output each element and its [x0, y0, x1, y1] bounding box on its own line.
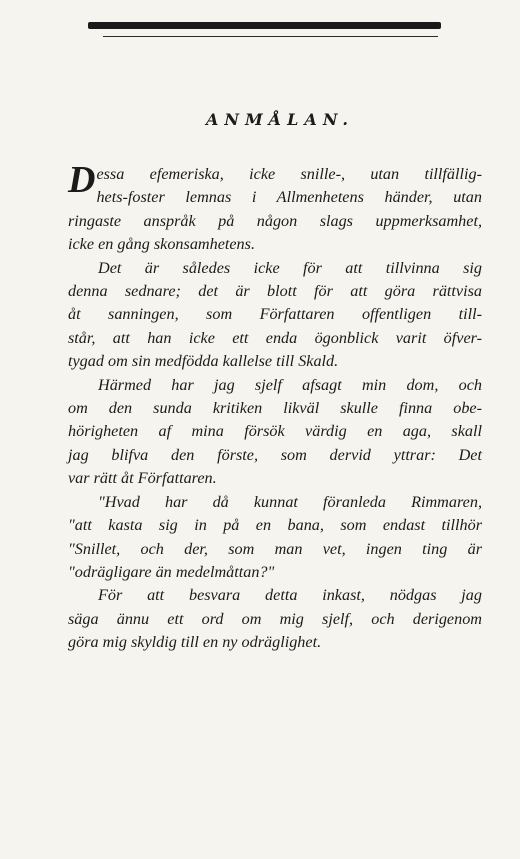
- text-line: om den sunda kritiken likväl skulle finna obe-: [68, 399, 482, 418]
- text-line: står, att han icke ett enda ögonblick varit öfver-: [68, 328, 482, 347]
- text-line: ringaste anspråk på någon slags uppmerksamhet,: [68, 211, 482, 230]
- text-line: "odrägligare än medelmåttan?": [68, 562, 275, 581]
- paragraph-2: [68, 257, 482, 374]
- text-line: "Snillet, och der, som man vet, ingen ting är: [68, 539, 482, 558]
- header-rule-thin: [103, 36, 438, 37]
- drop-cap: D: [68, 159, 96, 201]
- paragraph-5: [68, 584, 482, 654]
- header-rule-thick: [88, 22, 441, 29]
- text-line: var rätt åt Författaren.: [68, 469, 217, 488]
- text-line: göra mig skyldig till en ny odräglighet.: [68, 633, 322, 652]
- body-text: [68, 159, 482, 655]
- text-line: denna sednare; det är blott för att göra rättvisa: [68, 282, 482, 301]
- text-line: hets-foster lemnas i Allmenhetens händer, utan: [96, 188, 482, 207]
- text-line: essa efemeriska, icke snille-, utan tillfällig-: [96, 165, 482, 183]
- text-line: jag blifva den förste, som dervid yttrar: Det: [68, 445, 482, 464]
- page-title: ANMÅLAN.: [206, 110, 354, 129]
- text-line: Det är således icke för att tillvinna sig: [98, 258, 482, 277]
- text-line: "att kasta sig in på en bana, som endast tillhör: [68, 516, 482, 535]
- text-line: åt sanningen, som Författaren offentligen till-: [68, 305, 482, 324]
- paragraph-3: [68, 374, 482, 491]
- text-line: hörigheten af mina försök värdig en aga, skall: [68, 422, 482, 441]
- text-line: säga ännu ett ord om mig sjelf, och derigenom: [68, 609, 482, 628]
- text-line: "Hvad har då kunnat föranleda Rimmaren,: [98, 492, 482, 511]
- paragraph-1: [68, 159, 482, 257]
- text-line: tygad om sin medfödda kallelse till Skald.: [68, 352, 339, 371]
- text-line: För att besvara detta inkast, nödgas jag: [98, 586, 482, 605]
- paragraph-4: [68, 491, 482, 585]
- text-line: icke en gång skonsamhetens.: [68, 235, 256, 254]
- text-line: Härmed har jag sjelf afsagt min dom, och: [98, 375, 482, 394]
